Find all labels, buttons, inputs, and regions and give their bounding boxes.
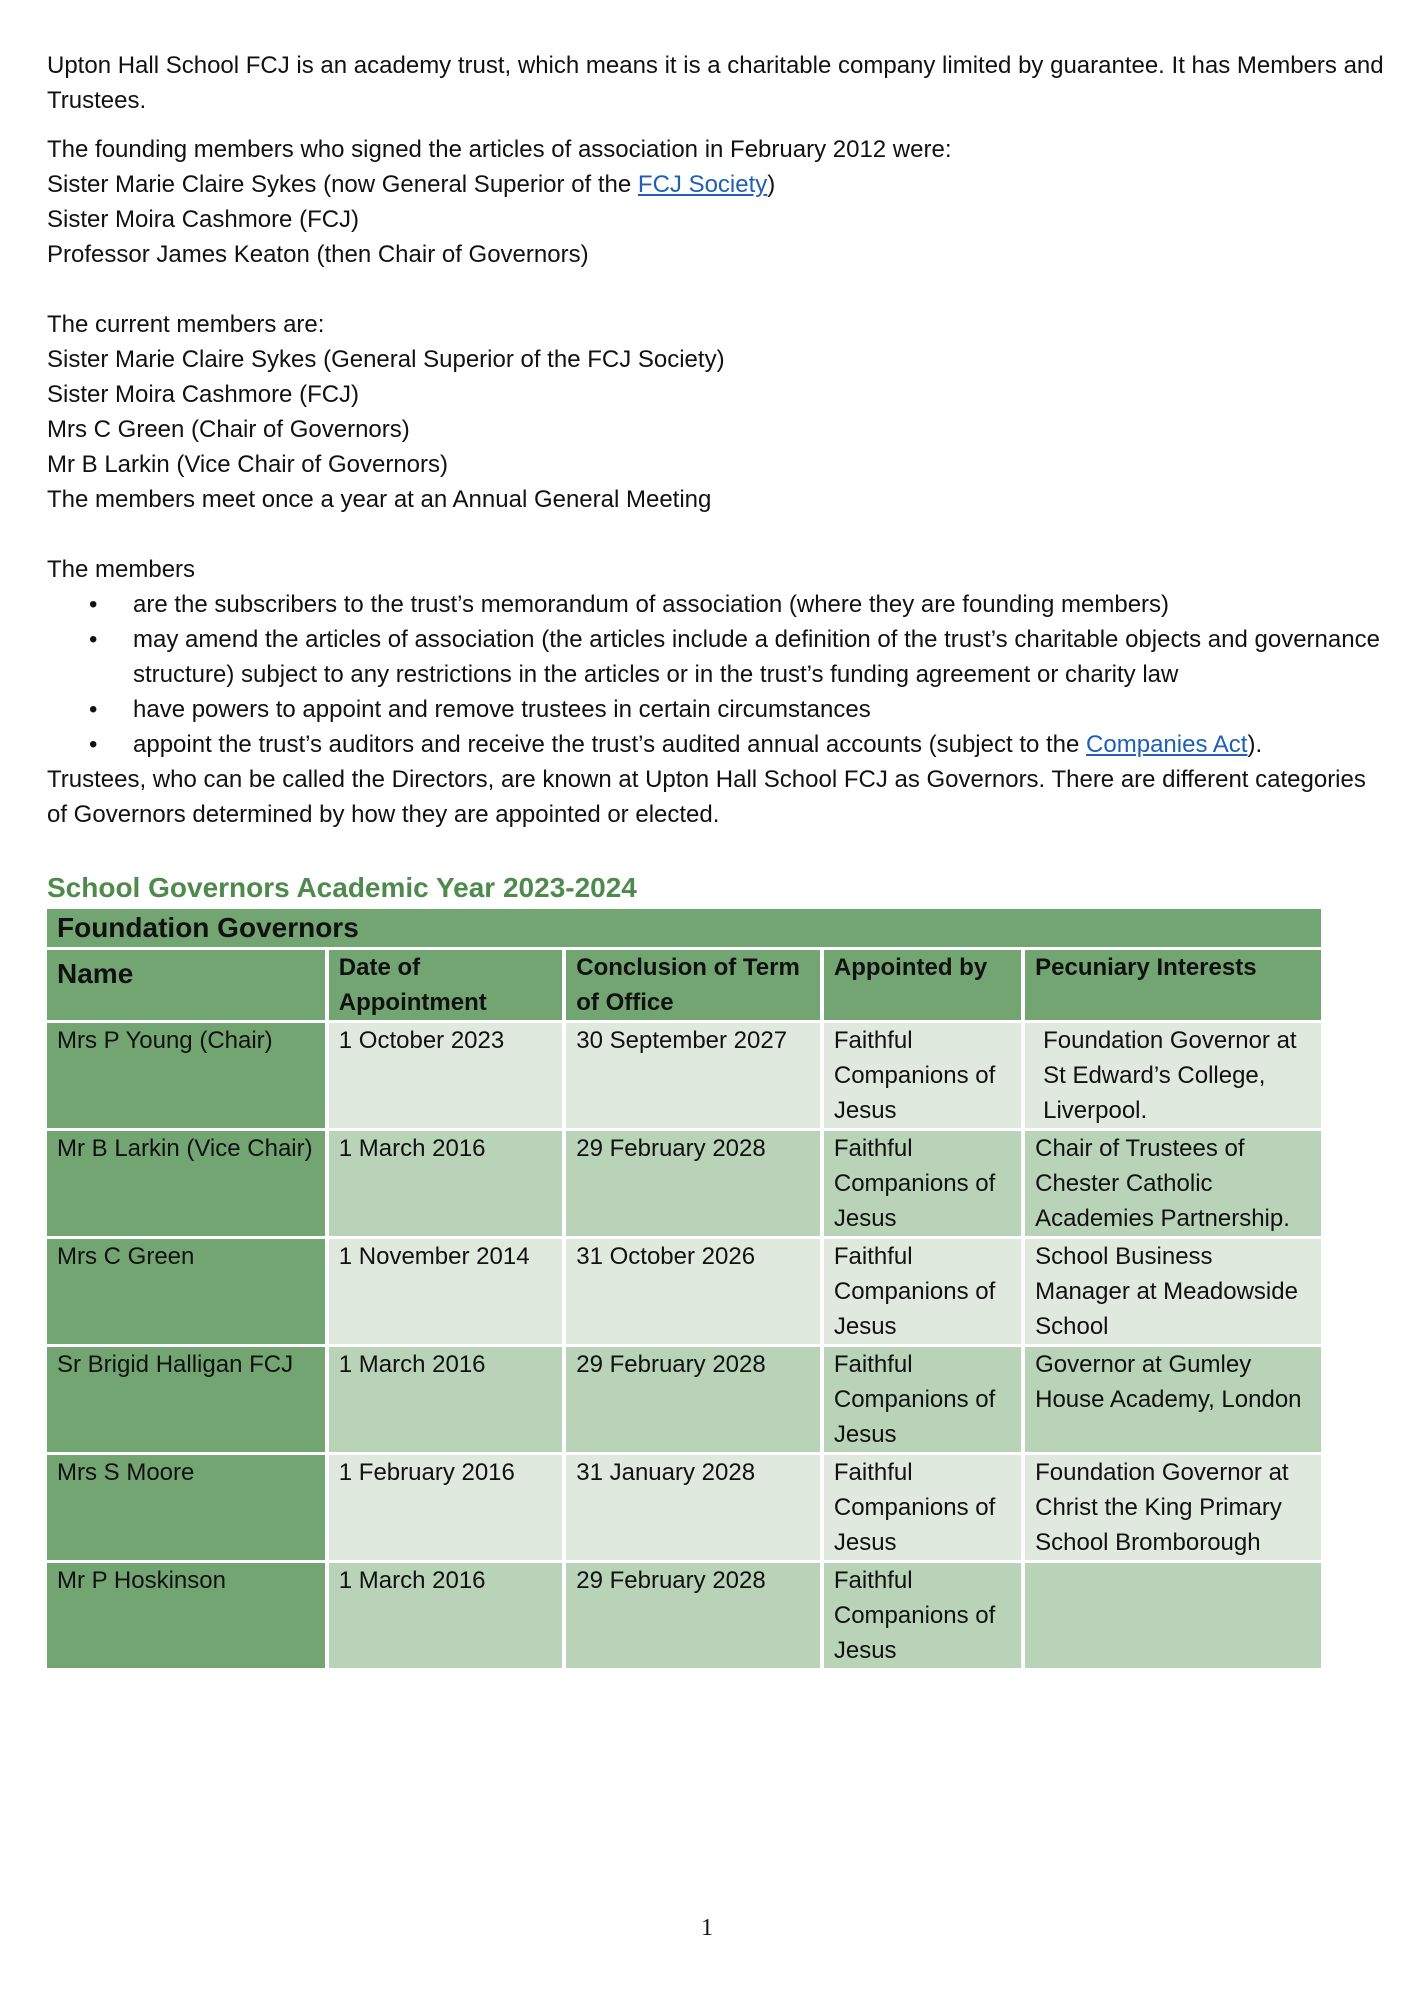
- appointment-date: 1 March 2016: [329, 1563, 562, 1668]
- term-conclusion: 29 February 2028: [566, 1347, 820, 1452]
- founding-intro: The founding members who signed the articles of association in February 2012 were:: [47, 136, 952, 163]
- bullet-icon: •: [89, 591, 98, 618]
- governor-name: Sr Brigid Halligan FCJ: [47, 1347, 325, 1452]
- term-conclusion: 30 September 2027: [566, 1023, 820, 1128]
- governor-name: Mr P Hoskinson: [47, 1563, 325, 1668]
- col-header-date: Date of Appointment: [329, 950, 562, 1020]
- appointment-date: 1 March 2016: [329, 1347, 562, 1452]
- table-title: Foundation Governors: [47, 909, 1321, 947]
- appointment-date: 1 February 2016: [329, 1455, 562, 1560]
- bullet-icon: •: [89, 626, 98, 653]
- intro-paragraph: Upton Hall School FCJ is an academy trust, which means it is a charitable company limited by guarantee. It has Members and Trustees.: [47, 52, 1384, 114]
- bullet-icon: •: [89, 696, 98, 723]
- appointed-by: Faithful Companions of Jesus: [824, 1563, 1021, 1668]
- col-header-conclusion: Conclusion of Term of Office: [566, 950, 820, 1020]
- founding-member-2: Sister Moira Cashmore (FCJ): [47, 206, 360, 233]
- term-conclusion: 31 October 2026: [566, 1239, 820, 1344]
- list-item: • are the subscribers to the trust’s memorandum of association (where they are founding members): [47, 587, 1398, 622]
- col-header-name: Name: [47, 950, 325, 1020]
- section-heading: School Governors Academic Year 2023-2024: [47, 872, 637, 903]
- current-member-1: Sister Marie Claire Sykes (General Superior of the FCJ Society): [47, 346, 725, 373]
- current-member-4: Mr B Larkin (Vice Chair of Governors): [47, 451, 449, 478]
- col-header-appointed: Appointed by: [824, 950, 1021, 1020]
- foundation-governors-table: [43, 906, 1325, 1671]
- current-intro: The current members are:: [47, 311, 325, 338]
- members-intro: The members: [47, 556, 196, 583]
- appointed-by: Faithful Companions of Jesus: [824, 1455, 1021, 1560]
- list-item: • may amend the articles of association (the articles include a definition of the trust’s charitable objects and governance structure) subject to any restrictions in the articles or in the trust’s funding agreement or charity law: [47, 622, 1398, 692]
- agm-note: The members meet once a year at an Annual General Meeting: [47, 486, 712, 513]
- term-conclusion: 31 January 2028: [566, 1455, 820, 1560]
- current-member-2: Sister Moira Cashmore (FCJ): [47, 381, 360, 408]
- table-row: [47, 1347, 1321, 1452]
- governor-name: Mrs S Moore: [47, 1455, 325, 1560]
- companies-act-link[interactable]: Companies Act: [1086, 731, 1248, 758]
- appointment-date: 1 October 2023: [329, 1023, 562, 1128]
- founding-member-1: Sister Marie Claire Sykes (now General Superior of the FCJ Society): [47, 171, 776, 198]
- founding-members-block: [47, 132, 1387, 272]
- appointed-by: Faithful Companions of Jesus: [824, 1131, 1021, 1236]
- term-conclusion: 29 February 2028: [566, 1563, 820, 1668]
- pecuniary-interests: School Business Manager at Meadowside School: [1025, 1239, 1321, 1344]
- appointment-date: 1 March 2016: [329, 1131, 562, 1236]
- table-row: [47, 1131, 1321, 1236]
- table-row: [47, 1023, 1321, 1128]
- current-members-block: [47, 307, 1387, 517]
- members-duties-list: [47, 587, 1387, 762]
- founding-member-3: Professor James Keaton (then Chair of Governors): [47, 241, 589, 268]
- list-item: • appoint the trust’s auditors and receive the trust’s audited annual accounts (subject to the Companies Act).: [47, 727, 1398, 762]
- page-number: 1: [701, 1915, 713, 1941]
- pecuniary-interests: Foundation Governor at Christ the King Primary School Bromborough: [1025, 1455, 1321, 1560]
- pecuniary-interests: Foundation Governor at St Edward’s College, Liverpool.: [1025, 1023, 1321, 1128]
- term-conclusion: 29 February 2028: [566, 1131, 820, 1236]
- appointed-by: Faithful Companions of Jesus: [824, 1239, 1021, 1344]
- pecuniary-interests: [1025, 1563, 1321, 1668]
- appointed-by: Faithful Companions of Jesus: [824, 1023, 1021, 1128]
- pecuniary-interests: Governor at Gumley House Academy, London: [1025, 1347, 1321, 1452]
- table-row: [47, 1239, 1321, 1344]
- bullet-icon: •: [89, 731, 98, 758]
- document-page: [47, 48, 1387, 1671]
- table-row: [47, 1563, 1321, 1668]
- governor-name: Mr B Larkin (Vice Chair): [47, 1131, 325, 1236]
- table-row: [47, 1455, 1321, 1560]
- trustees-paragraph: Trustees, who can be called the Directors, are known at Upton Hall School FCJ as Governors. There are different categories of Governors determined by how they are appointed or elected.: [47, 766, 1366, 828]
- appointment-date: 1 November 2014: [329, 1239, 562, 1344]
- current-member-3: Mrs C Green (Chair of Governors): [47, 416, 410, 443]
- pecuniary-interests: Chair of Trustees of Chester Catholic Academies Partnership.: [1025, 1131, 1321, 1236]
- fcj-society-link[interactable]: FCJ Society: [637, 171, 768, 198]
- col-header-pecuniary: Pecuniary Interests: [1025, 950, 1321, 1020]
- appointed-by: Faithful Companions of Jesus: [824, 1347, 1021, 1452]
- governor-name: Mrs P Young (Chair): [47, 1023, 325, 1128]
- governor-name: Mrs C Green: [47, 1239, 325, 1344]
- list-item: • have powers to appoint and remove trustees in certain circumstances: [47, 692, 1398, 727]
